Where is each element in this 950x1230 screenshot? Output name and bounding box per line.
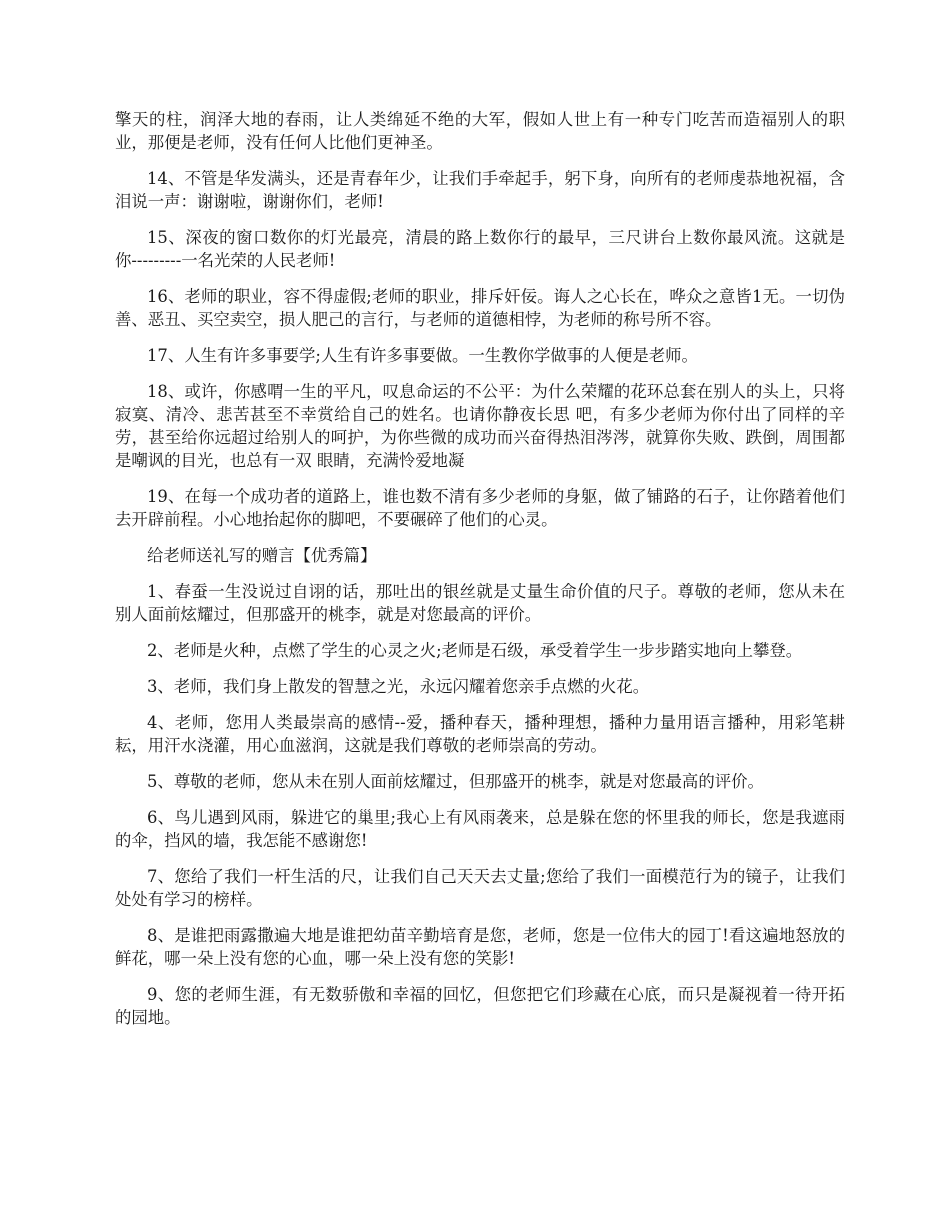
section-heading: 给老师送礼写的赠言【优秀篇】 <box>147 546 377 565</box>
paragraph-9: 9、您的老师生涯，有无数骄傲和幸福的回忆，但您把它们珍藏在心底，而只是凝视着一待开拓的园地。 <box>115 985 845 1027</box>
paragraph-3: 3、老师，我们身上散发的智慧之光，永远闪耀着您亲手点燃的火花。 <box>147 677 650 696</box>
paragraph-18: 18、或许，你感喟一生的平凡，叹息命运的不公平：为什么荣耀的花环总套在别人的头上，只将寂寞、清冷、悲苦甚至不幸赏给自己的姓名。也请你静夜长思 吧，有多少老师为你付出了同样的辛劳，甚至给你远超过给别人的呵护，为你些微的成功而兴奋得热泪涔涔，就算你失败、跌倒，周围都是嘲讽的目光，也总有一双 眼睛，充满怜爱地凝 <box>115 382 845 470</box>
paragraph-16: 16、老师的职业，容不得虚假;老师的职业，排斥奸佞。诲人之心长在，哗众之意皆1无。一切伪善、恶丑、买空卖空，损人肥己的言行，与老师的道德相悖，为老师的称号所不容。 <box>115 287 845 329</box>
paragraph-4: 4、老师，您用人类最崇高的感情--爱，播种春天，播种理想，播种力量用语言播种，用彩笔耕耘，用汗水浇灌，用心血滋润，这就是我们尊敬的老师崇高的劳动。 <box>115 713 845 755</box>
paragraph-5: 5、尊敬的老师，您从未在别人面前炫耀过，但那盛开的桃李，就是对您最高的评价。 <box>147 772 764 791</box>
paragraph-8: 8、是谁把雨露撒遍大地是谁把幼苗辛勤培育是您，老师，您是一位伟大的园丁!看这遍地怒放的鲜花，哪一朵上没有您的心血，哪一朵上没有您的笑影! <box>115 926 845 968</box>
paragraph-1: 1、春蚕一生没说过自诩的话，那吐出的银丝就是丈量生命价值的尺子。尊敬的老师，您从未在别人面前炫耀过，但那盛开的桃李，就是对您最高的评价。 <box>115 582 845 624</box>
paragraph-15: 15、深夜的窗口数你的灯光最亮，清晨的路上数你行的最早，三尺讲台上数你最风流。这就是你---------一名光荣的人民老师! <box>115 228 845 270</box>
paragraph-7: 7、您给了我们一杆生活的尺，让我们自己天天去丈量;您给了我们一面模范行为的镜子，让我们处处有学习的榜样。 <box>115 867 845 909</box>
paragraph-6: 6、鸟儿遇到风雨，躲进它的巢里;我心上有风雨袭来，总是躲在您的怀里我的师长，您是我遮雨的伞，挡风的墙，我怎能不感谢您! <box>115 808 845 850</box>
document-body <box>115 108 845 1042</box>
paragraph-17: 17、人生有许多事要学;人生有许多事要做。一生教你学做事的人便是老师。 <box>147 346 698 365</box>
paragraph-14: 14、不管是华发满头，还是青春年少，让我们手牵起手，躬下身，向所有的老师虔恭地祝福，含泪说一声：谢谢啦，谢谢你们，老师! <box>115 169 845 211</box>
paragraph-2: 2、老师是火种，点燃了学生的心灵之火;老师是石级，承受着学生一步步踏实地向上攀登。 <box>147 641 803 660</box>
paragraph-19: 19、在每一个成功者的道路上，谁也数不清有多少老师的身躯，做了铺路的石子，让你踏着他们去开辟前程。小心地抬起你的脚吧，不要碾碎了他们的心灵。 <box>115 487 845 529</box>
paragraph-continuation: 擎天的柱，润泽大地的春雨，让人类绵延不绝的大军，假如人世上有一种专门吃苦而造福别人的职业，那便是老师，没有任何人比他们更神圣。 <box>115 110 845 152</box>
